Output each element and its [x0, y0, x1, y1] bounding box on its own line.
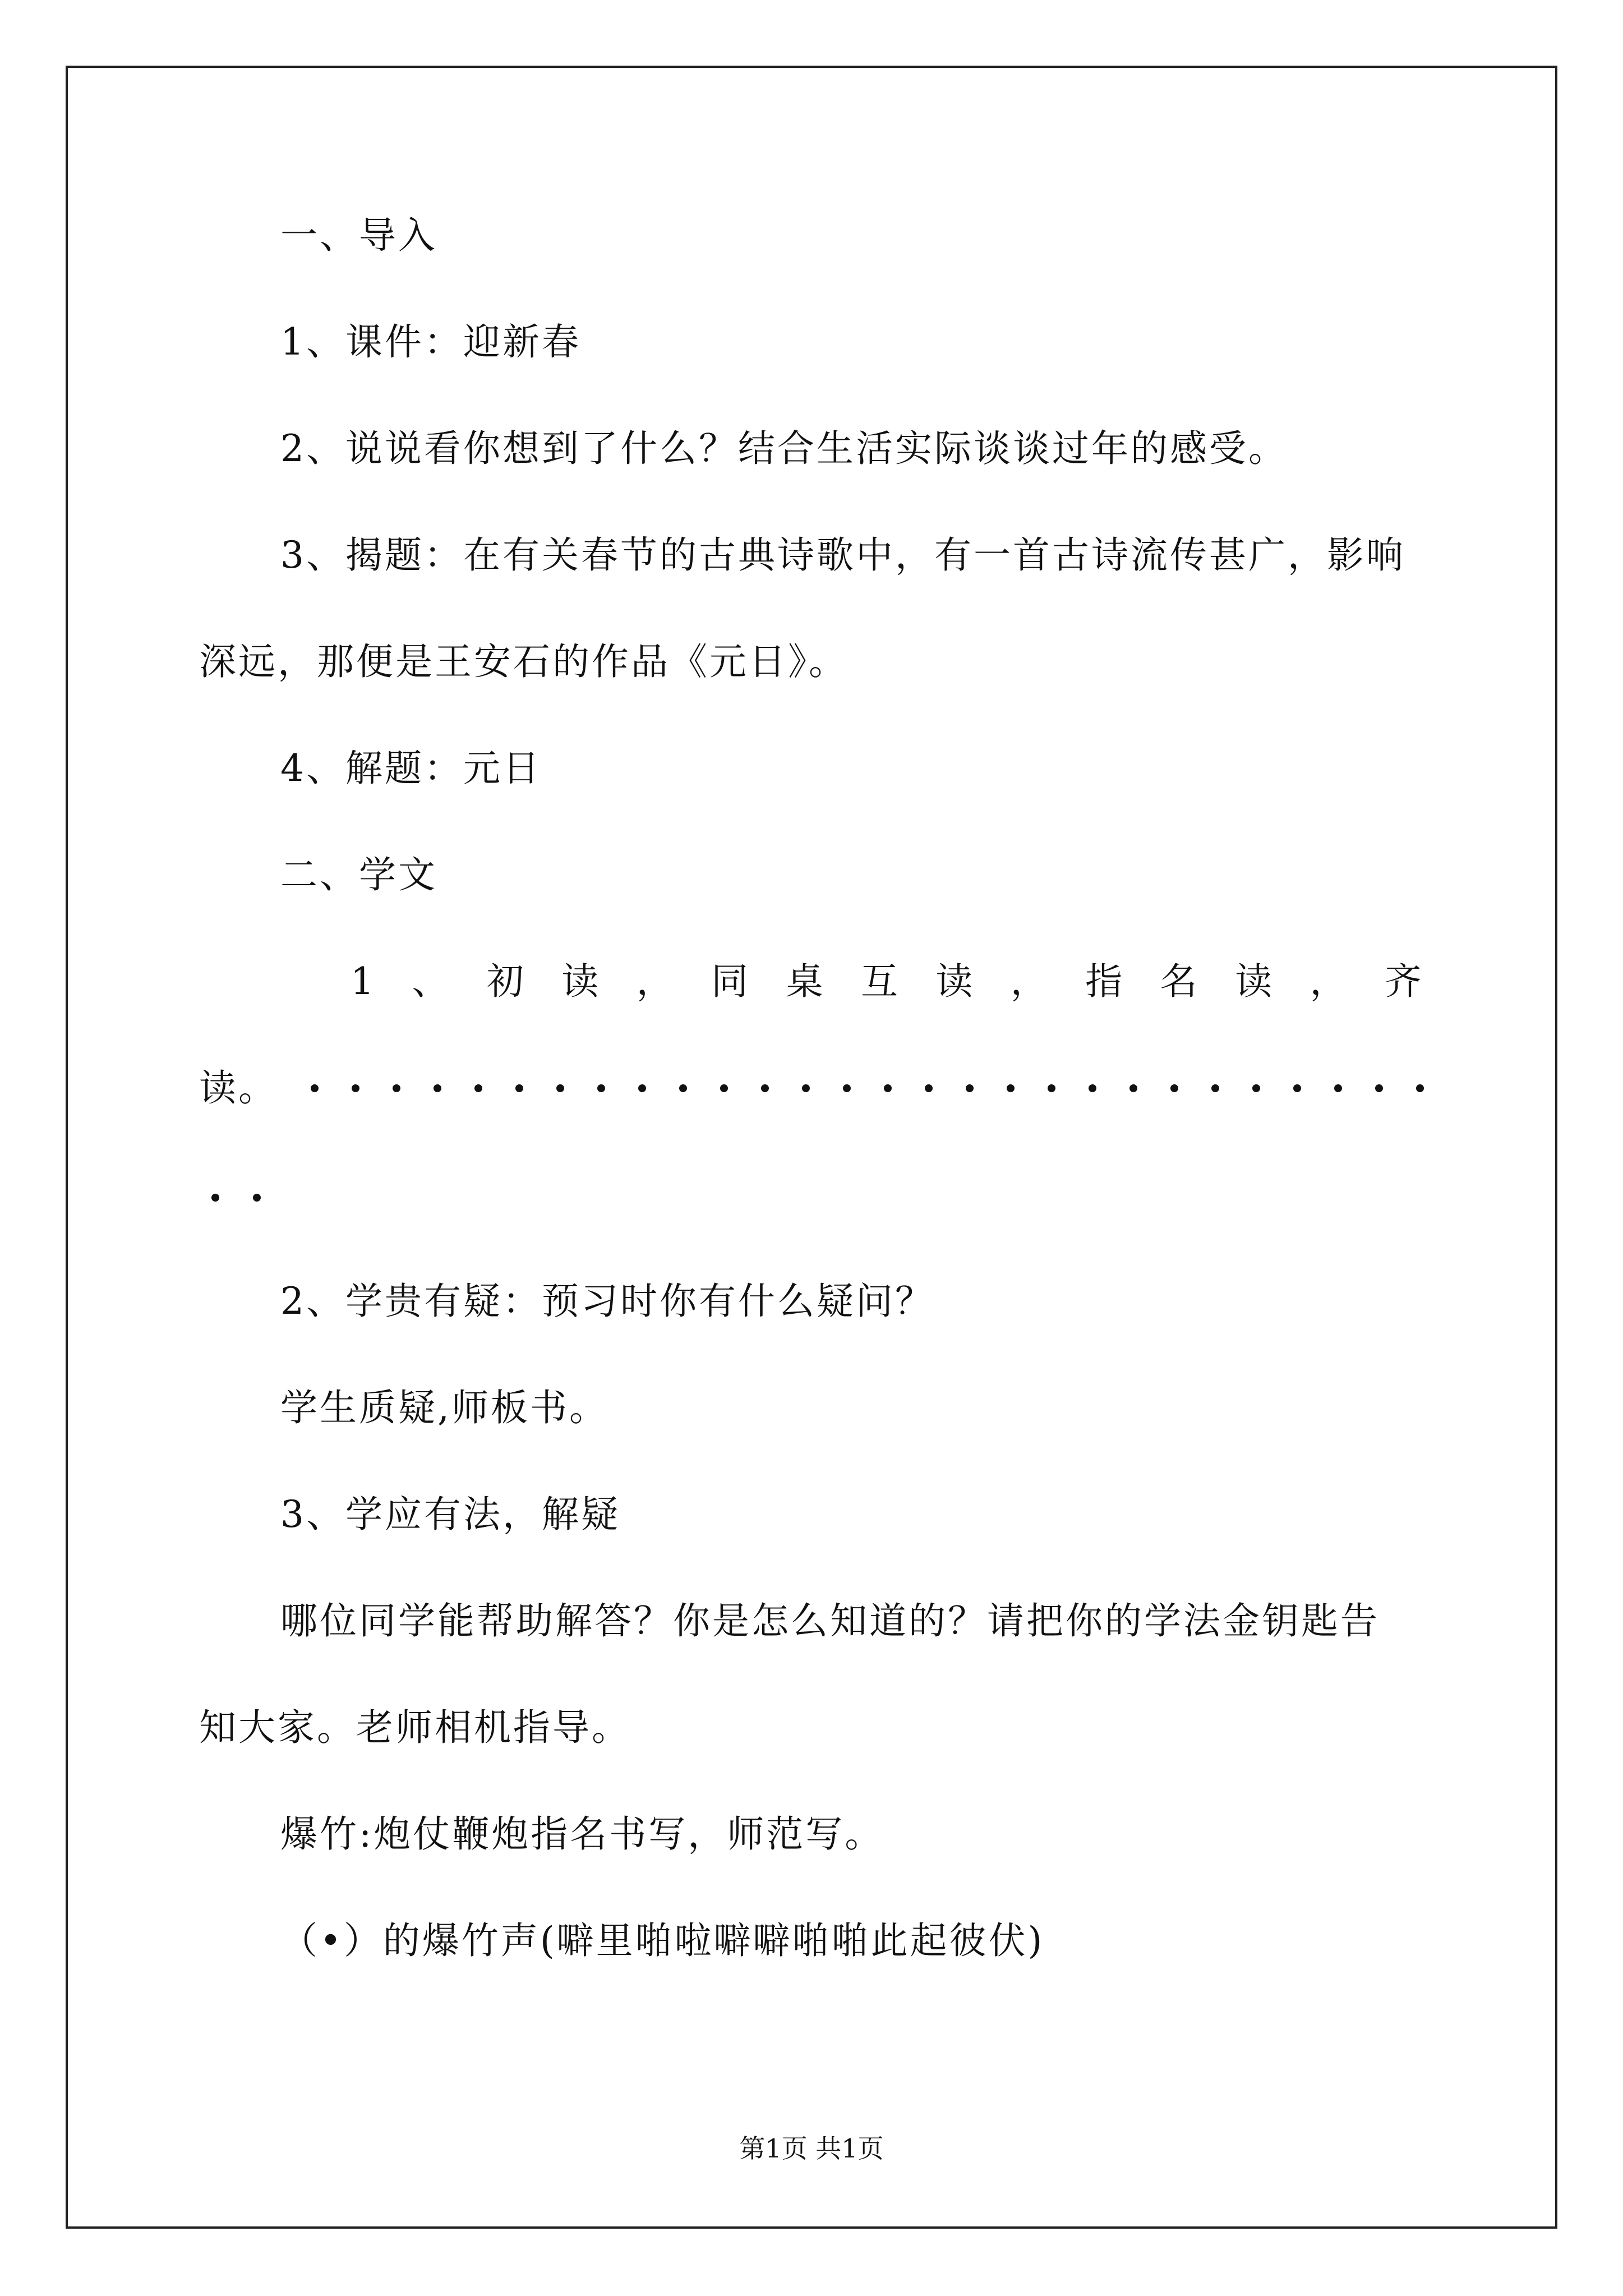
paragraph-reading-line3	[199, 1172, 1424, 1217]
reading-char: 齐	[1384, 960, 1424, 1003]
paragraph-explain-title: 4、解题：元日	[280, 747, 542, 790]
emphasis-dot	[1252, 1084, 1260, 1092]
emphasis-dot	[1089, 1084, 1096, 1092]
emphasis-dot	[802, 1084, 810, 1092]
reading-char: 读	[1235, 960, 1275, 1003]
reading-char: 同	[711, 960, 751, 1003]
reading-char: 、	[412, 960, 451, 1003]
paragraph-firecracker: 爆竹:炮仗鞭炮指名书写，师范写。	[280, 1812, 884, 1856]
reading-char: ，	[1010, 960, 1050, 1003]
paragraph-firecracker-sound: （•）的爆竹声(噼里啪啦噼噼啪啪此起彼伏)	[280, 1919, 1045, 1962]
paragraph-answer-line1: 哪位同学能帮助解答？你是怎么知道的？请把你的学法金钥匙告	[280, 1599, 1380, 1642]
emphasis-dot	[1048, 1084, 1055, 1092]
emphasis-dot	[515, 1084, 523, 1092]
reading-line2-text: 读。	[199, 1066, 278, 1110]
reading-char: ，	[1310, 960, 1349, 1003]
emphasis-dot	[352, 1084, 359, 1092]
emphasis-dot	[1129, 1084, 1137, 1092]
emphasis-dot	[434, 1084, 441, 1092]
emphasis-dot	[253, 1194, 261, 1202]
emphasis-dot	[393, 1084, 400, 1092]
reading-char: ，	[636, 960, 676, 1003]
paragraph-methods: 3、学应有法，解疑	[280, 1493, 620, 1536]
emphasis-dot	[1007, 1084, 1015, 1092]
emphasis-dot	[925, 1084, 933, 1092]
page-border	[66, 66, 1557, 2229]
emphasis-dot	[679, 1084, 687, 1092]
emphasis-dot	[474, 1084, 482, 1092]
paragraph-questions: 2、学贵有疑：预习时你有什么疑问？	[280, 1280, 934, 1323]
reading-char: 初	[486, 960, 526, 1003]
paragraph-student-questions: 学生质疑,师板书。	[280, 1386, 608, 1429]
heading-intro: 一、导入	[280, 214, 437, 257]
emphasis-dot	[211, 1194, 219, 1202]
reading-char: 读	[935, 960, 975, 1003]
paragraph-topic-line2: 深远，那便是王安石的作品《元日》。	[199, 640, 848, 683]
paragraph-reading-line2	[199, 1066, 1424, 1111]
emphasis-dot	[761, 1084, 769, 1092]
page-footer: 第1页 共1页	[739, 2133, 884, 2164]
reading-char: 指	[1085, 960, 1125, 1003]
emphasis-dot	[1416, 1084, 1424, 1092]
emphasis-dot	[843, 1084, 851, 1092]
emphasis-dot	[556, 1084, 564, 1092]
emphasis-dot	[720, 1084, 728, 1092]
emphasis-dot	[1375, 1084, 1383, 1092]
emphasis-dot	[638, 1084, 646, 1092]
emphasis-dot	[1170, 1084, 1178, 1092]
paragraph-topic-line1: 3、揭题：在有关春节的古典诗歌中，有一首古诗流传甚广，影响	[280, 533, 1405, 577]
paragraph-discussion: 2、说说看你想到了什么？结合生活实际谈谈过年的感受。	[280, 427, 1288, 470]
reading-char: 读	[561, 960, 601, 1003]
reading-char: 桌	[786, 960, 826, 1003]
paragraph-answer-line2: 知大家。老师相机指导。	[199, 1706, 631, 1749]
emphasis-dot	[884, 1084, 892, 1092]
paragraph-courseware: 1、课件：迎新春	[280, 320, 581, 364]
reading-char: 1	[351, 960, 376, 1003]
emphasis-dot	[966, 1084, 974, 1092]
emphasis-dot	[1293, 1084, 1301, 1092]
emphasis-dot	[1334, 1084, 1342, 1092]
reading-char: 名	[1160, 960, 1200, 1003]
paragraph-reading-line1	[199, 959, 1424, 1004]
emphasis-dot	[311, 1084, 319, 1092]
emphasis-dot	[597, 1084, 605, 1092]
heading-study: 二、学文	[280, 853, 437, 896]
emphasis-dot	[1211, 1084, 1219, 1092]
reading-char: 互	[860, 960, 900, 1003]
